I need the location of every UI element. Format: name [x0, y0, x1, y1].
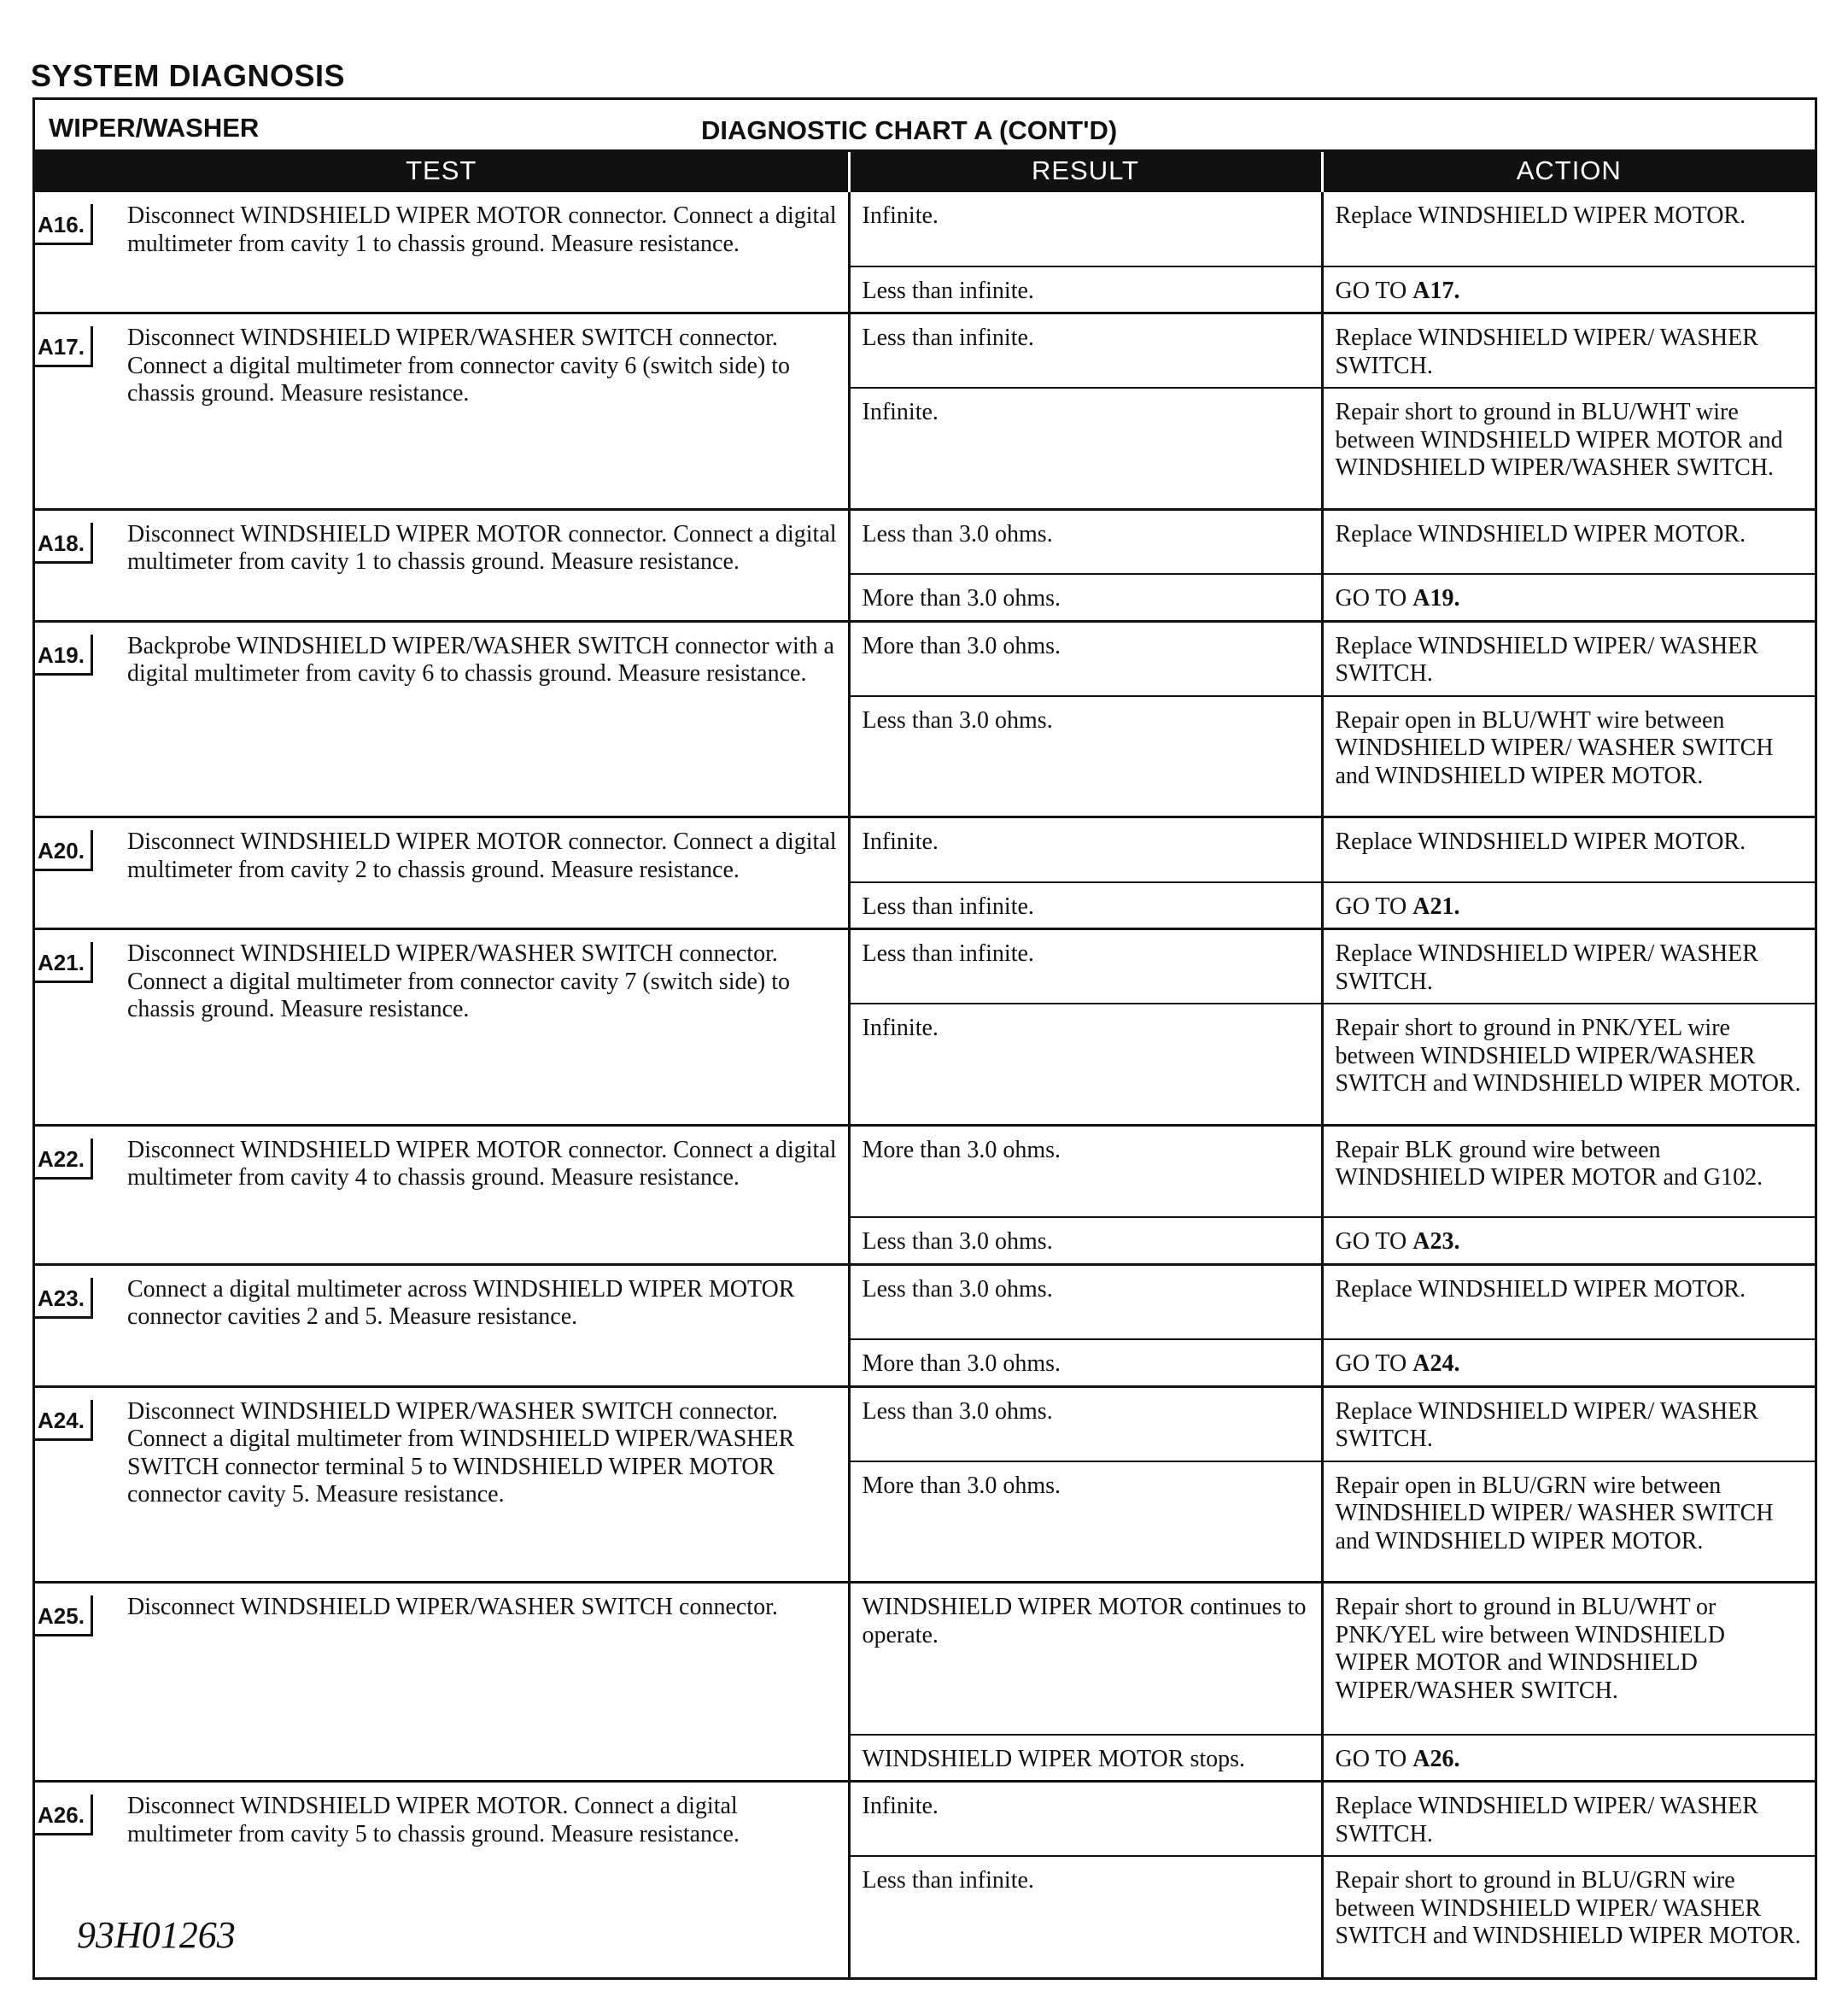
goto-label: GO TO — [1335, 1228, 1413, 1255]
result-cell: Infinite. — [849, 388, 1322, 509]
test-instruction: Connect a digital multimeter across WINDSHIELD WIPER MOTOR connector cavities 2 and 5. Measure resistance. — [127, 1275, 795, 1330]
test-cell — [35, 1583, 849, 1782]
column-header-action: ACTION — [1322, 152, 1815, 191]
diagnostic-chart — [32, 97, 1817, 1980]
chart-titlebar — [35, 100, 1815, 152]
step-number: A19. — [35, 635, 93, 676]
action-cell: Replace WINDSHIELD WIPER/ WASHER SWITCH. — [1322, 1386, 1815, 1461]
test-instruction: Disconnect WINDSHIELD WIPER MOTOR connector. Connect a digital multimeter from cavity 2 to chassis ground. Measure resistance. — [127, 828, 837, 883]
step-number: A24. — [35, 1400, 93, 1441]
step-number: A20. — [35, 830, 93, 871]
goto-step-link[interactable]: A23. — [1412, 1228, 1460, 1255]
step-number: A26. — [35, 1794, 93, 1835]
action-cell — [1322, 1339, 1815, 1386]
table-row — [35, 621, 1815, 696]
result-cell: Infinite. — [849, 191, 1322, 266]
goto-step-link[interactable]: A17. — [1412, 277, 1460, 304]
result-cell: More than 3.0 ohms. — [849, 621, 1322, 696]
action-cell: Replace WINDSHIELD WIPER/ WASHER SWITCH. — [1322, 929, 1815, 1004]
test-cell — [35, 191, 849, 313]
action-cell — [1322, 882, 1815, 929]
result-cell: More than 3.0 ohms. — [849, 574, 1322, 621]
table-row — [35, 313, 1815, 389]
table-row — [35, 509, 1815, 574]
action-cell: Replace WINDSHIELD WIPER MOTOR. — [1322, 817, 1815, 882]
table-row — [35, 817, 1815, 882]
test-instruction: Backprobe WINDSHIELD WIPER/WASHER SWITCH connector with a digital multimeter from cavity 6 to chassis ground. Measure resistance. — [127, 632, 834, 687]
chart-title: DIAGNOSTIC CHART A (CONT'D) — [701, 115, 1118, 145]
result-cell: Infinite. — [849, 1782, 1322, 1857]
test-instruction: Disconnect WINDSHIELD WIPER MOTOR connector. Connect a digital multimeter from cavity 1 to chassis ground. Measure resistance. — [127, 202, 837, 257]
action-cell: Repair short to ground in BLU/GRN wire between WINDSHIELD WIPER/ WASHER SWITCH and WINDSHIELD WIPER MOTOR. — [1322, 1856, 1815, 1977]
result-cell: Less than 3.0 ohms. — [849, 509, 1322, 574]
test-cell — [35, 509, 849, 621]
result-cell: WINDSHIELD WIPER MOTOR stops. — [849, 1735, 1322, 1782]
action-cell — [1322, 574, 1815, 621]
action-cell: Replace WINDSHIELD WIPER MOTOR. — [1322, 191, 1815, 266]
action-cell: Replace WINDSHIELD WIPER MOTOR. — [1322, 1264, 1815, 1339]
test-cell — [35, 1125, 849, 1264]
page-heading: SYSTEM DIAGNOSIS — [31, 58, 346, 93]
test-instruction: Disconnect WINDSHIELD WIPER MOTOR. Connect a digital multimeter from cavity 5 to chassis ground. Measure resistance. — [127, 1793, 740, 1847]
test-cell — [35, 1386, 849, 1583]
step-number: A16. — [35, 204, 93, 245]
result-cell: Less than infinite. — [849, 1856, 1322, 1977]
goto-label: GO TO — [1335, 585, 1413, 612]
goto-step-link[interactable]: A26. — [1412, 1745, 1460, 1772]
result-cell: Less than 3.0 ohms. — [849, 1264, 1322, 1339]
result-cell: More than 3.0 ohms. — [849, 1339, 1322, 1386]
action-cell: Repair open in BLU/WHT wire between WINDSHIELD WIPER/ WASHER SWITCH and WINDSHIELD WIPER MOTOR. — [1322, 696, 1815, 817]
action-cell: Replace WINDSHIELD WIPER/ WASHER SWITCH. — [1322, 621, 1815, 696]
table-row — [35, 1583, 1815, 1735]
action-cell: Replace WINDSHIELD WIPER MOTOR. — [1322, 509, 1815, 574]
result-cell: Less than 3.0 ohms. — [849, 1386, 1322, 1461]
system-name: WIPER/WASHER — [49, 113, 260, 143]
action-cell: Repair short to ground in PNK/YEL wire between WINDSHIELD WIPER/WASHER SWITCH and WINDSHIELD WIPER MOTOR. — [1322, 1004, 1815, 1125]
test-instruction: Disconnect WINDSHIELD WIPER/WASHER SWITCH connector. — [127, 1594, 778, 1620]
table-row — [35, 1782, 1815, 1857]
table-row — [35, 191, 1815, 266]
test-cell — [35, 1264, 849, 1386]
table-row — [35, 929, 1815, 1004]
result-cell: Less than infinite. — [849, 882, 1322, 929]
step-number: A23. — [35, 1278, 93, 1319]
result-cell: More than 3.0 ohms. — [849, 1125, 1322, 1217]
result-cell: WINDSHIELD WIPER MOTOR continues to operate. — [849, 1583, 1322, 1735]
step-number: A22. — [35, 1139, 93, 1180]
action-cell — [1322, 1217, 1815, 1264]
result-cell: Less than infinite. — [849, 313, 1322, 389]
result-cell: Less than 3.0 ohms. — [849, 1217, 1322, 1264]
table-body — [35, 191, 1815, 1978]
test-instruction: Disconnect WINDSHIELD WIPER/WASHER SWITCH connector. Connect a digital multimeter from WINDSHIELD WIPER/WASHER SWITCH connector terminal 5 to WINDSHIELD WIPER MOTOR connector cavity 5. Measure resistance. — [127, 1397, 795, 1508]
action-cell — [1322, 1735, 1815, 1782]
goto-step-link[interactable]: A21. — [1412, 893, 1460, 920]
test-instruction: Disconnect WINDSHIELD WIPER MOTOR connector. Connect a digital multimeter from cavity 4 to chassis ground. Measure resistance. — [127, 1136, 837, 1191]
action-cell: Repair BLK ground wire between WINDSHIELD WIPER MOTOR and G102. — [1322, 1125, 1815, 1217]
result-cell: Infinite. — [849, 817, 1322, 882]
action-cell — [1322, 266, 1815, 313]
result-cell: Less than infinite. — [849, 929, 1322, 1004]
action-cell: Repair short to ground in BLU/WHT or PNK/YEL wire between WINDSHIELD WIPER MOTOR and WINDSHIELD WIPER/WASHER SWITCH. — [1322, 1583, 1815, 1735]
goto-label: GO TO — [1335, 1745, 1413, 1772]
diagnostic-table — [35, 152, 1815, 1977]
goto-label: GO TO — [1335, 893, 1413, 920]
action-cell: Repair short to ground in BLU/WHT wire between WINDSHIELD WIPER MOTOR and WINDSHIELD WIPER/WASHER SWITCH. — [1322, 388, 1815, 509]
action-cell: Repair open in BLU/GRN wire between WINDSHIELD WIPER/ WASHER SWITCH and WINDSHIELD WIPER MOTOR. — [1322, 1461, 1815, 1583]
result-cell: More than 3.0 ohms. — [849, 1461, 1322, 1583]
step-number: A18. — [35, 523, 93, 564]
figure-number: 93H01263 — [77, 1914, 236, 1956]
action-cell: Replace WINDSHIELD WIPER/ WASHER SWITCH. — [1322, 313, 1815, 389]
test-cell — [35, 817, 849, 929]
goto-step-link[interactable]: A19. — [1412, 585, 1460, 612]
step-number: A21. — [35, 942, 93, 983]
table-header-row — [35, 152, 1815, 191]
result-cell: Infinite. — [849, 1004, 1322, 1125]
test-cell — [35, 929, 849, 1126]
table-row — [35, 1264, 1815, 1339]
goto-label: GO TO — [1335, 1350, 1413, 1377]
goto-step-link[interactable]: A24. — [1412, 1350, 1460, 1377]
goto-label: GO TO — [1335, 277, 1413, 304]
test-cell — [35, 313, 849, 510]
test-instruction: Disconnect WINDSHIELD WIPER/WASHER SWITCH connector. Connect a digital multimeter from connector cavity 6 (switch side) to chassis ground. Measure resistance. — [127, 325, 791, 407]
result-cell: Less than 3.0 ohms. — [849, 696, 1322, 817]
test-cell — [35, 621, 849, 817]
column-header-test: TEST — [35, 152, 849, 191]
action-cell: Replace WINDSHIELD WIPER/ WASHER SWITCH. — [1322, 1782, 1815, 1857]
result-cell: Less than infinite. — [849, 266, 1322, 313]
step-number: A17. — [35, 326, 93, 367]
table-row — [35, 1125, 1815, 1217]
table-row — [35, 1386, 1815, 1461]
step-number: A25. — [35, 1595, 93, 1636]
test-instruction: Disconnect WINDSHIELD WIPER/WASHER SWITCH connector. Connect a digital multimeter from connector cavity 7 (switch side) to chassis ground. Measure resistance. — [127, 940, 791, 1022]
test-instruction: Disconnect WINDSHIELD WIPER MOTOR connector. Connect a digital multimeter from cavity 1 to chassis ground. Measure resistance. — [127, 520, 837, 575]
column-header-result: RESULT — [849, 152, 1322, 191]
